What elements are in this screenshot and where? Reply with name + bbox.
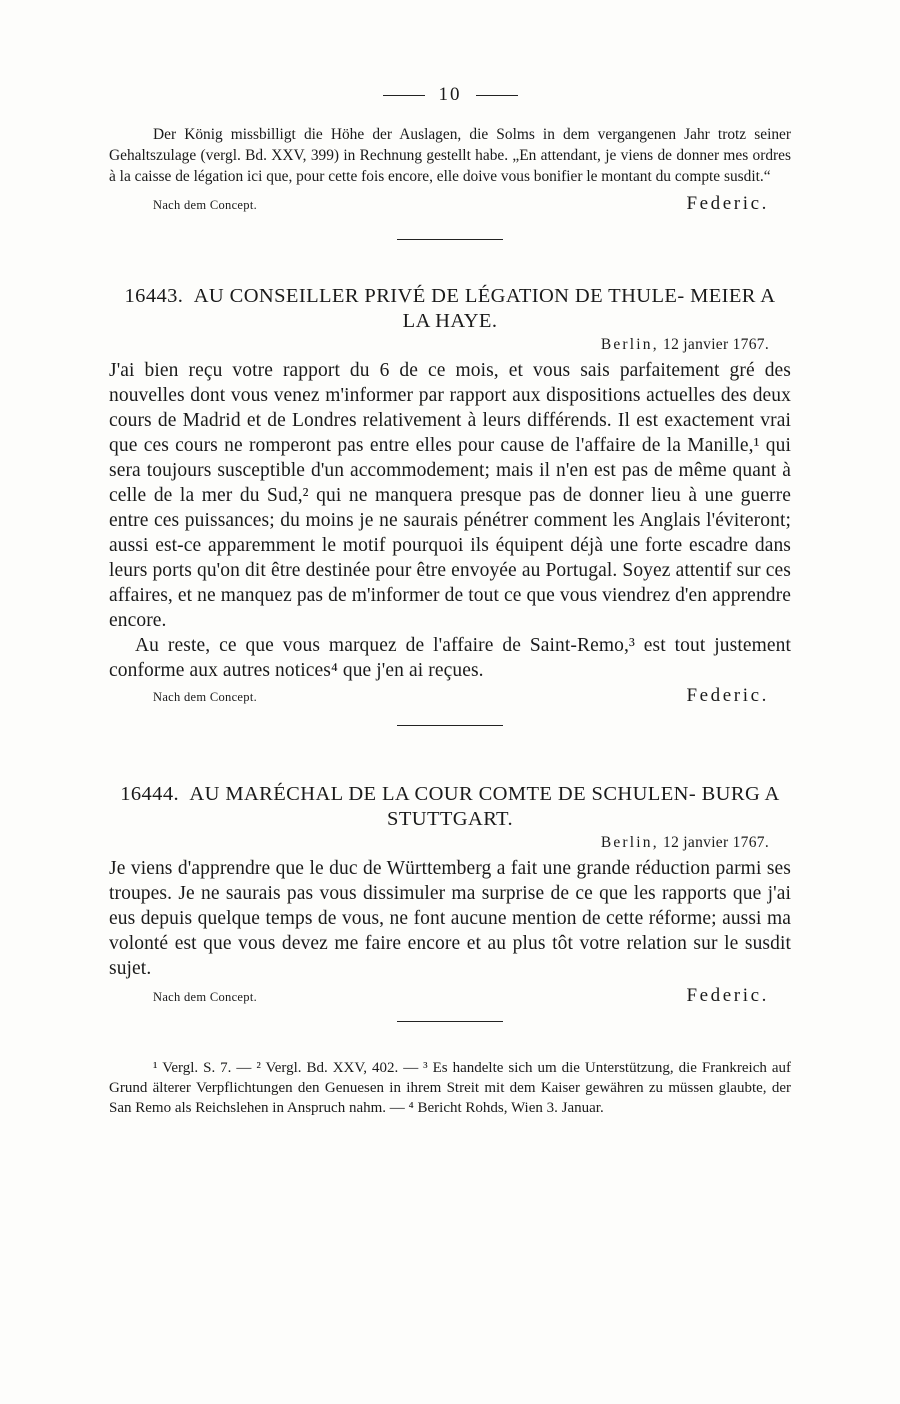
letter-source: Nach dem Concept.: [153, 990, 258, 1004]
letter-signature: Federic.: [686, 685, 769, 706]
letter-body: [109, 358, 791, 683]
letter-paragraph: Au reste, ce que vous marquez de l'affaire de Saint-Remo,³ est tout justement conforme aux autres notices⁴ que j'en ai reçues.: [109, 635, 791, 681]
letter-signature-row: [109, 685, 791, 707]
letter-place: Berlin,: [600, 834, 659, 851]
letter-heading: [109, 782, 791, 832]
footnotes: [109, 1058, 791, 1118]
letter-heading: [109, 284, 791, 334]
page-number-text: 10: [438, 84, 462, 105]
intro-signature: Federic.: [686, 193, 769, 214]
letter-number: 16443.: [124, 285, 184, 307]
letter-body: [109, 856, 791, 981]
intro-text: Der König missbilligt die Höhe der Auslagen, die Solms in dem vergangenen Jahr trotz seiner Gehaltszulage (vergl. Bd. XXV, 399) in Rechnung gestellt habe. „En attendant, je viens de donner mes ordres à la caisse de légation ici que, pour cette fois encore, elle doive vous bonifier le montant du compte susdit.“: [109, 126, 791, 185]
letter-date: 12 janvier 1767.: [663, 336, 769, 353]
footnotes-text: ¹ Vergl. S. 7. — ² Vergl. Bd. XXV, 402. — ³ Es handelte sich um die Unterstützung, die Frankreich auf Grund älterer Verpflichtungen den Genuesen in ihrem Streit mit dem Kaiser gewähren zu müssen glaubte, der San Remo als Reichslehen in Anspruch nahm. — ⁴ Bericht Rohds, Wien 3. Januar.: [109, 1060, 791, 1116]
letter-16444: [109, 782, 791, 1007]
letter-paragraph: Je viens d'apprendre que le duc de Württemberg a fait une grande réduction parmi ses troupes. Je ne saurais pas vous dissimuler ma surprise de ce que les rapports que j'ai eus depuis quelque temps de vous, ne font aucune mention de cette réforme; aussi ma volonté est que vous devez me faire encore et au plus tôt votre relation sur le susdit sujet.: [109, 858, 791, 979]
divider-rule: [397, 239, 503, 240]
page-number: [109, 84, 791, 106]
letter-signature-row: [109, 985, 791, 1007]
letter-number: 16444.: [120, 783, 179, 805]
page: [109, 84, 791, 1118]
letter-place: Berlin,: [600, 336, 659, 353]
page-number-dash-left: [383, 95, 425, 96]
letter-dateline: [109, 336, 791, 354]
intro-signature-row: [109, 193, 791, 215]
letter-title: AU MARÉCHAL DE LA COUR COMTE DE SCHULEN- BURG A STUTTGART.: [189, 783, 780, 830]
letter-dateline: [109, 834, 791, 852]
divider-rule: [397, 725, 503, 726]
letter-16443: [109, 284, 791, 707]
intro-summary: [109, 124, 791, 187]
letter-source: Nach dem Concept.: [153, 690, 258, 704]
page-number-dash-right: [476, 95, 518, 96]
letter-signature: Federic.: [686, 985, 769, 1006]
intro-source: Nach dem Concept.: [153, 198, 258, 212]
divider-rule: [397, 1021, 503, 1022]
letter-date: 12 janvier 1767.: [663, 834, 769, 851]
letter-title: AU CONSEILLER PRIVÉ DE LÉGATION DE THULE- MEIER A LA HAYE.: [193, 285, 776, 332]
letter-paragraph: J'ai bien reçu votre rapport du 6 de ce mois, et vous sais parfaitement gré des nouvelles dont vous venez m'informer par rapport aux dispositions actuelles des deux cours de Madrid et de Londres relativement à leurs différends. Il est exactement vrai que ces cours ne romperont pas entre elles pour cause de l'affaire de la Manille,¹ qui sera toujours susceptible d'un accommodement; mais il n'en est pas de même quant à celle de la mer du Sud,² qui ne manquera presque pas de donner lieu à une guerre entre ces puissances; du moins je ne saurais pénétrer comment les Anglais l'éviteront; aussi est-ce apparemment le motif pourquoi ils équipent déjà une forte escadre dans leurs ports qu'on dit être destinée pour être envoyée au Portugal. Soyez attentif sur ces affaires, et ne manquez pas de m'informer de tout ce que vous viendrez d'en apprendre encore.: [109, 360, 791, 631]
